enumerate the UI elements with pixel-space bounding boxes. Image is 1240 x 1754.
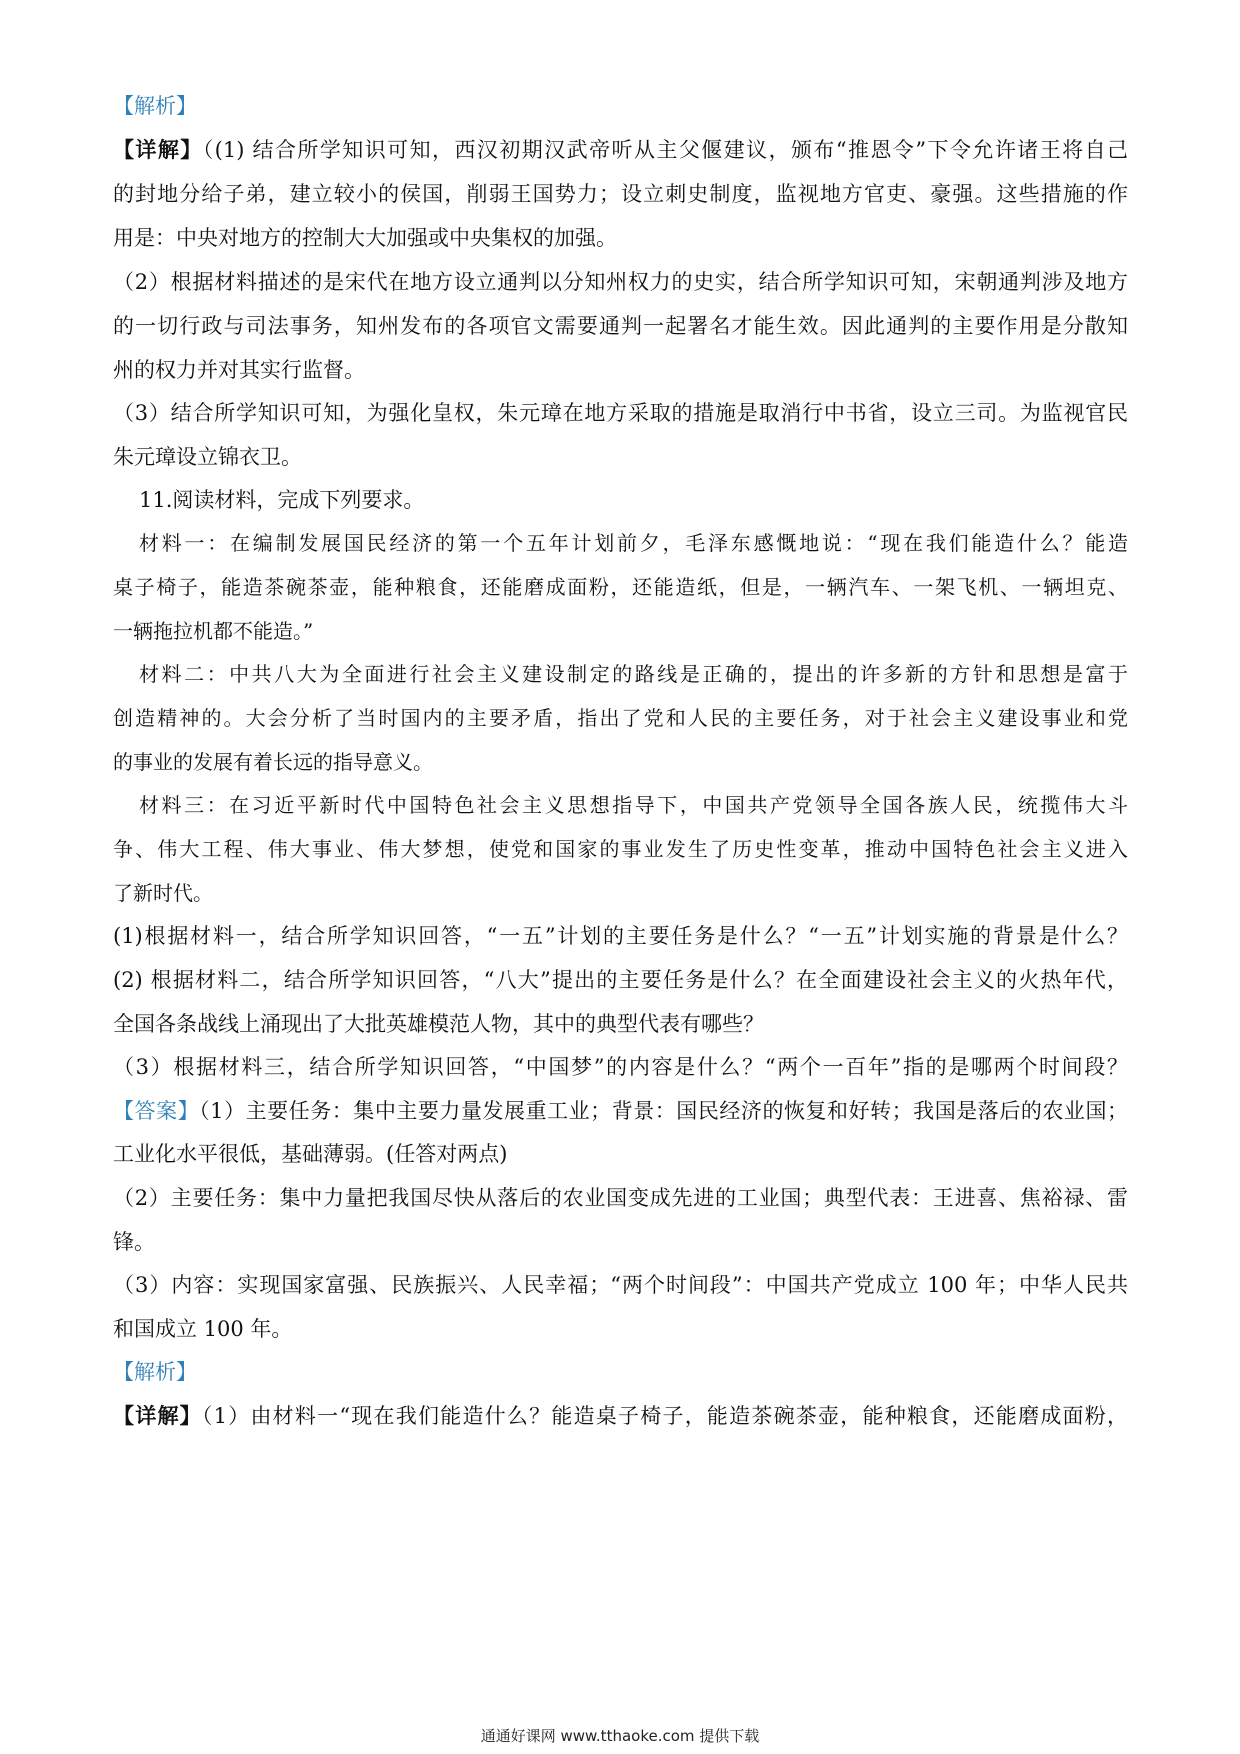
detail-paragraph-1-line-2: 的封地分给子弟，建立较小的侯国，削弱王国势力；设立刺史制度，监视地方官吏、豪强。这些措施的作 — [113, 182, 1128, 206]
detail-paragraph-3-line-2: 朱元璋设立锦衣卫。 — [113, 445, 302, 469]
detail-paragraph-2-line-1: （2）根据材料描述的是宋代在地方设立通判以分知州权力的史实，结合所学知识可知，宋朝通判涉及地方 — [113, 270, 1128, 294]
material-1-line-1: 材料一：在编制发展国民经济的第一个五年计划前夕，毛泽东感慨地说：“现在我们能造什么？能造 — [139, 531, 1128, 555]
answer-label: 【答案】 — [113, 1099, 200, 1123]
material-1-line-2: 桌子椅子，能造茶碗茶壶，能种粮食，还能磨成面粉，还能造纸，但是，一辆汽车、一架飞机、一辆坦克、 — [113, 575, 1128, 599]
material-2-line-3: 的事业的发展有着长远的指导意义。 — [113, 750, 433, 774]
material-1-line-3: 一辆拖拉机都不能造。” — [113, 619, 314, 643]
answer-3-line-2: 和国成立 100 年。 — [113, 1317, 293, 1341]
answer-2-line-1: （2）主要任务：集中力量把我国尽快从落后的农业国变成先进的工业国；典型代表：王进喜、焦裕禄、雷 — [113, 1186, 1128, 1210]
detail-paragraph-1-line-3: 用是：中央对地方的控制大大加强或中央集权的加强。 — [113, 226, 617, 250]
question-11-part-2-line-2: 全国各条战线上涌现出了大批英雄模范人物，其中的典型代表有哪些？ — [113, 1012, 764, 1036]
material-2-line-1: 材料二：中共八大为全面进行社会主义建设制定的路线是正确的，提出的许多新的方针和思想是富于 — [139, 662, 1128, 686]
analysis-heading — [113, 91, 1128, 121]
question-11-part-3: （3）根据材料三，结合所学知识回答，“中国梦”的内容是什么？“两个一百年”指的是哪两个时间段？ — [113, 1055, 1128, 1079]
analysis-label: 【解析】 — [113, 94, 197, 118]
answer-2-line-2: 锋。 — [113, 1230, 155, 1254]
answer-1-line-1: 【答案】（1）主要任务：集中主要力量发展重工业；背景：国民经济的恢复和好转；我国是落后的农业国； — [113, 1099, 1128, 1123]
material-3-line-1: 材料三：在习近平新时代中国特色社会主义思想指导下，中国共产党领导全国各族人民，统揽伟大斗 — [139, 793, 1128, 817]
analysis-label-2: 【解析】 — [113, 1360, 197, 1384]
detail-q11-line-1: 【详解】（1）由材料一“现在我们能造什么？能造桌子椅子，能造茶碗茶壶，能种粮食，还能磨成面粉， — [113, 1403, 1128, 1428]
detail-label: 【详解】 — [113, 137, 203, 162]
question-11-stem: 11.阅读材料，完成下列要求。 — [139, 488, 425, 512]
detail-paragraph-2-line-2: 的一切行政与司法事务，知州发布的各项官文需要通判一起署名才能生效。因此通判的主要作用是分散知 — [113, 314, 1128, 338]
detail-paragraph-3-line-1: （3）结合所学知识可知，为强化皇权，朱元璋在地方采取的措施是取消行中书省，设立三司。为监视官民 — [113, 401, 1128, 425]
analysis-heading-2 — [113, 1357, 1128, 1387]
detail-paragraph-2-line-3: 州的权力并对其实行监督。 — [113, 358, 365, 382]
material-3-line-3: 了新时代。 — [113, 881, 213, 905]
answer-3-line-1: （3）内容：实现国家富强、民族振兴、人民幸福；“两个时间段”：中国共产党成立 100 年；中华人民共 — [113, 1273, 1128, 1297]
material-2-line-2: 创造精神的。大会分析了当时国内的主要矛盾，指出了党和人民的主要任务，对于社会主义建设事业和党 — [113, 706, 1128, 730]
question-11-part-2-line-1: (2) 根据材料二，结合所学知识回答，“八大”提出的主要任务是什么？在全面建设社会主义的火热年代， — [113, 968, 1128, 992]
page-footer: 通通好课网 www.tthaoke.com 提供下载 — [480, 1727, 760, 1745]
question-11-part-1: (1)根据材料一，结合所学知识回答，“一五”计划的主要任务是什么？“一五”计划实施的背景是什么？ — [113, 924, 1128, 948]
answer-1-line-2: 工业化水平很低，基础薄弱。(任答对两点) — [113, 1142, 508, 1166]
material-3-line-2: 争、伟大工程、伟大事业、伟大梦想，使党和国家的事业发生了历史性变革，推动中国特色社会主义进入 — [113, 837, 1128, 861]
detail-paragraph-1-line-1: 【详解】（(1) 结合所学知识可知，西汉初期汉武帝听从主父偃建议，颁布“推恩令”下令允许诸王将自己 — [113, 137, 1128, 162]
detail-label-2: 【详解】 — [113, 1403, 202, 1428]
